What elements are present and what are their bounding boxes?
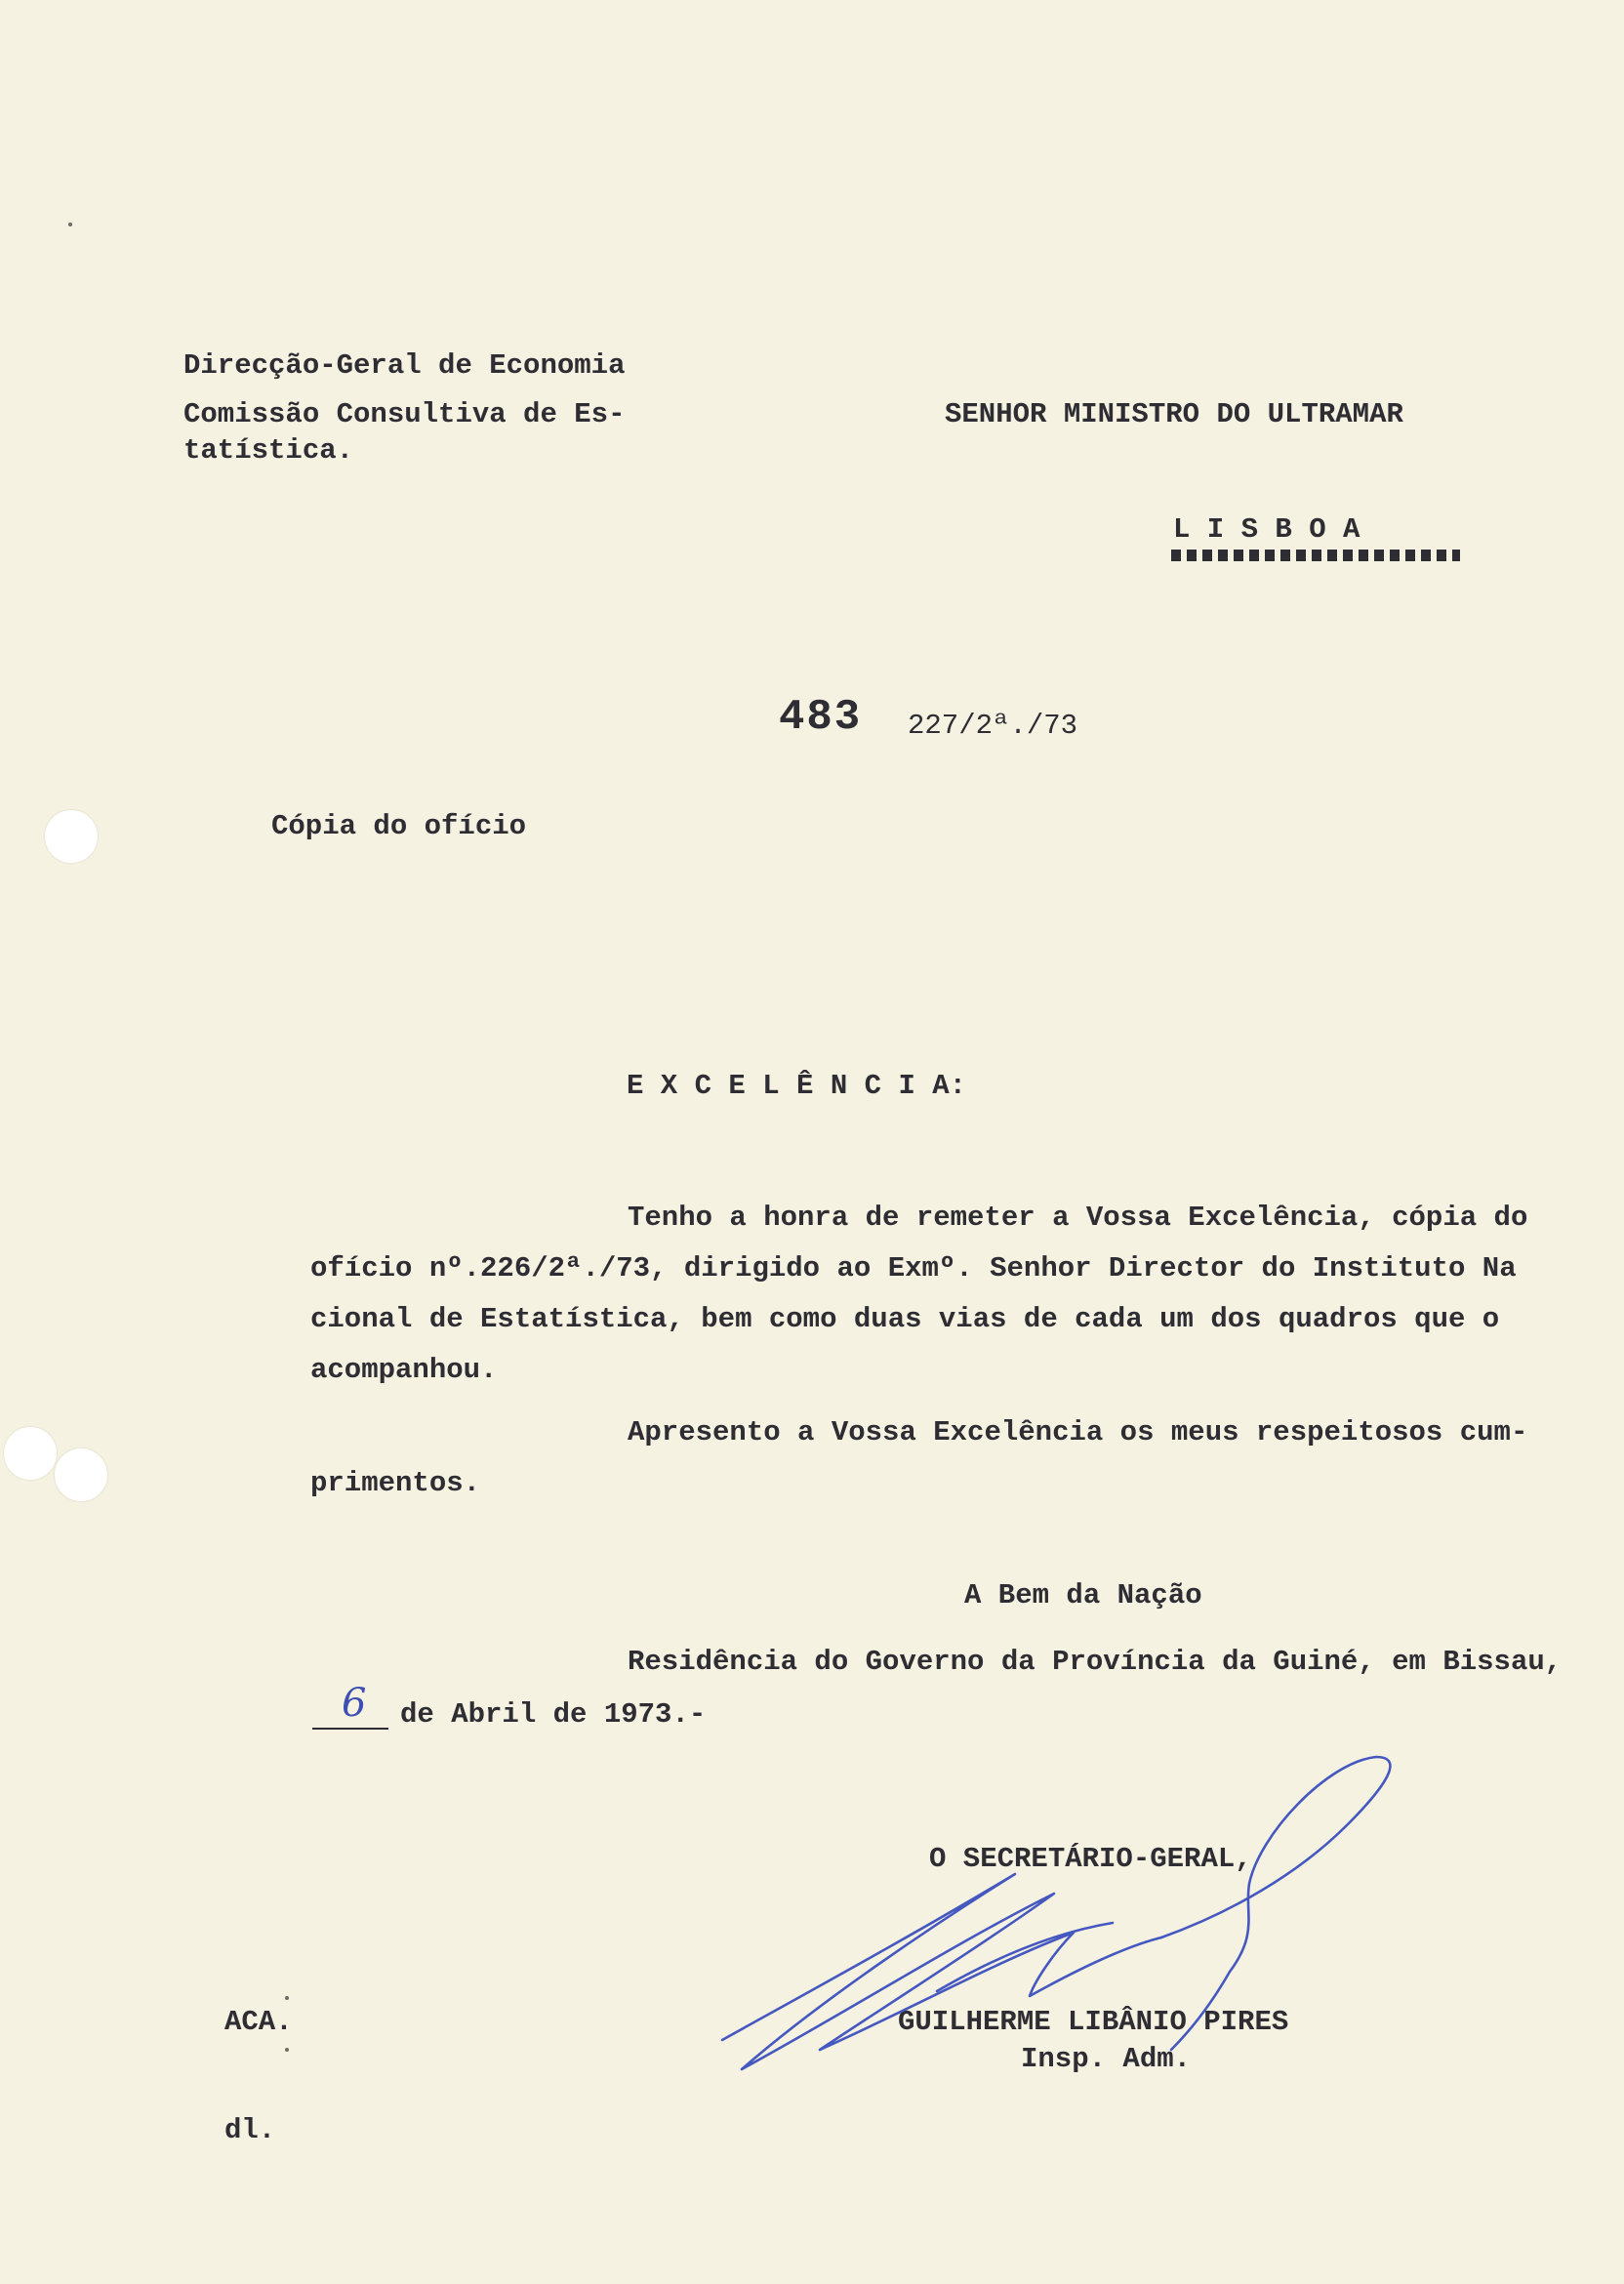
punch-hole-top: [45, 810, 98, 863]
body-p1-line-4: acompanhou.: [310, 1354, 498, 1386]
body-paragraph-1: [310, 1193, 1564, 1396]
body-p2-line-1: Apresento a Vossa Excelência os meus respeitosos cum-: [628, 1416, 1528, 1448]
paper-speck: [68, 223, 72, 226]
paper-speck: [285, 2048, 289, 2052]
salutation: E X C E L Ê N C I A:: [627, 1070, 967, 1102]
subject-line: Cópia do ofício: [271, 810, 527, 842]
reference-number: 227/2ª./73: [908, 710, 1078, 742]
recipient-city-underline: [1171, 550, 1460, 561]
recipient-title: SENHOR MINISTRO DO ULTRAMAR: [945, 398, 1403, 430]
date-day-handwritten: 6: [342, 1681, 367, 1726]
handwritten-signature: [703, 1747, 1425, 2099]
paper-speck: [285, 1996, 289, 2000]
closing-date: de Abril de 1973.-: [400, 1698, 707, 1731]
body-p2-line-2: primentos.: [310, 1467, 481, 1499]
body-p1-line-3: cional de Estatística, bem como duas vias de cada um dos quadros que o: [310, 1303, 1500, 1335]
body-paragraph-2: [310, 1407, 1564, 1509]
body-p1-line-2: ofício nº.226/2ª./73, dirigido ao Exmº. Senhor Director do Instituto Na: [310, 1252, 1517, 1285]
sender-line-2: Comissão Consultiva de Es-: [183, 398, 626, 430]
signatory-name: GUILHERME LIBÂNIO PIRES: [898, 2006, 1289, 2038]
signatory-title: Insp. Adm.: [1021, 2043, 1192, 2075]
punch-hole-bottom: [4, 1427, 57, 1480]
recipient-city: L I S B O A: [1173, 513, 1360, 546]
reference-stamp-number: 483: [779, 693, 863, 742]
author-initials: ACA.: [224, 2006, 293, 2038]
signatory-role: O SECRETÁRIO-GERAL,: [929, 1843, 1252, 1875]
typist-initials: dl.: [224, 2114, 276, 2146]
date-day-underline: [312, 1728, 388, 1730]
punch-hole-bottom-2: [55, 1448, 107, 1501]
sender-line-3: tatística.: [183, 434, 354, 467]
body-p1-line-1: Tenho a honra de remeter a Vossa Excelência, cópia do: [628, 1202, 1528, 1234]
closing-place-line: Residência do Governo da Província da Guiné, em Bissau,: [628, 1646, 1563, 1678]
sender-line-1: Direcção-Geral de Economia: [183, 349, 626, 382]
closing-motto: A Bem da Nação: [964, 1579, 1202, 1611]
